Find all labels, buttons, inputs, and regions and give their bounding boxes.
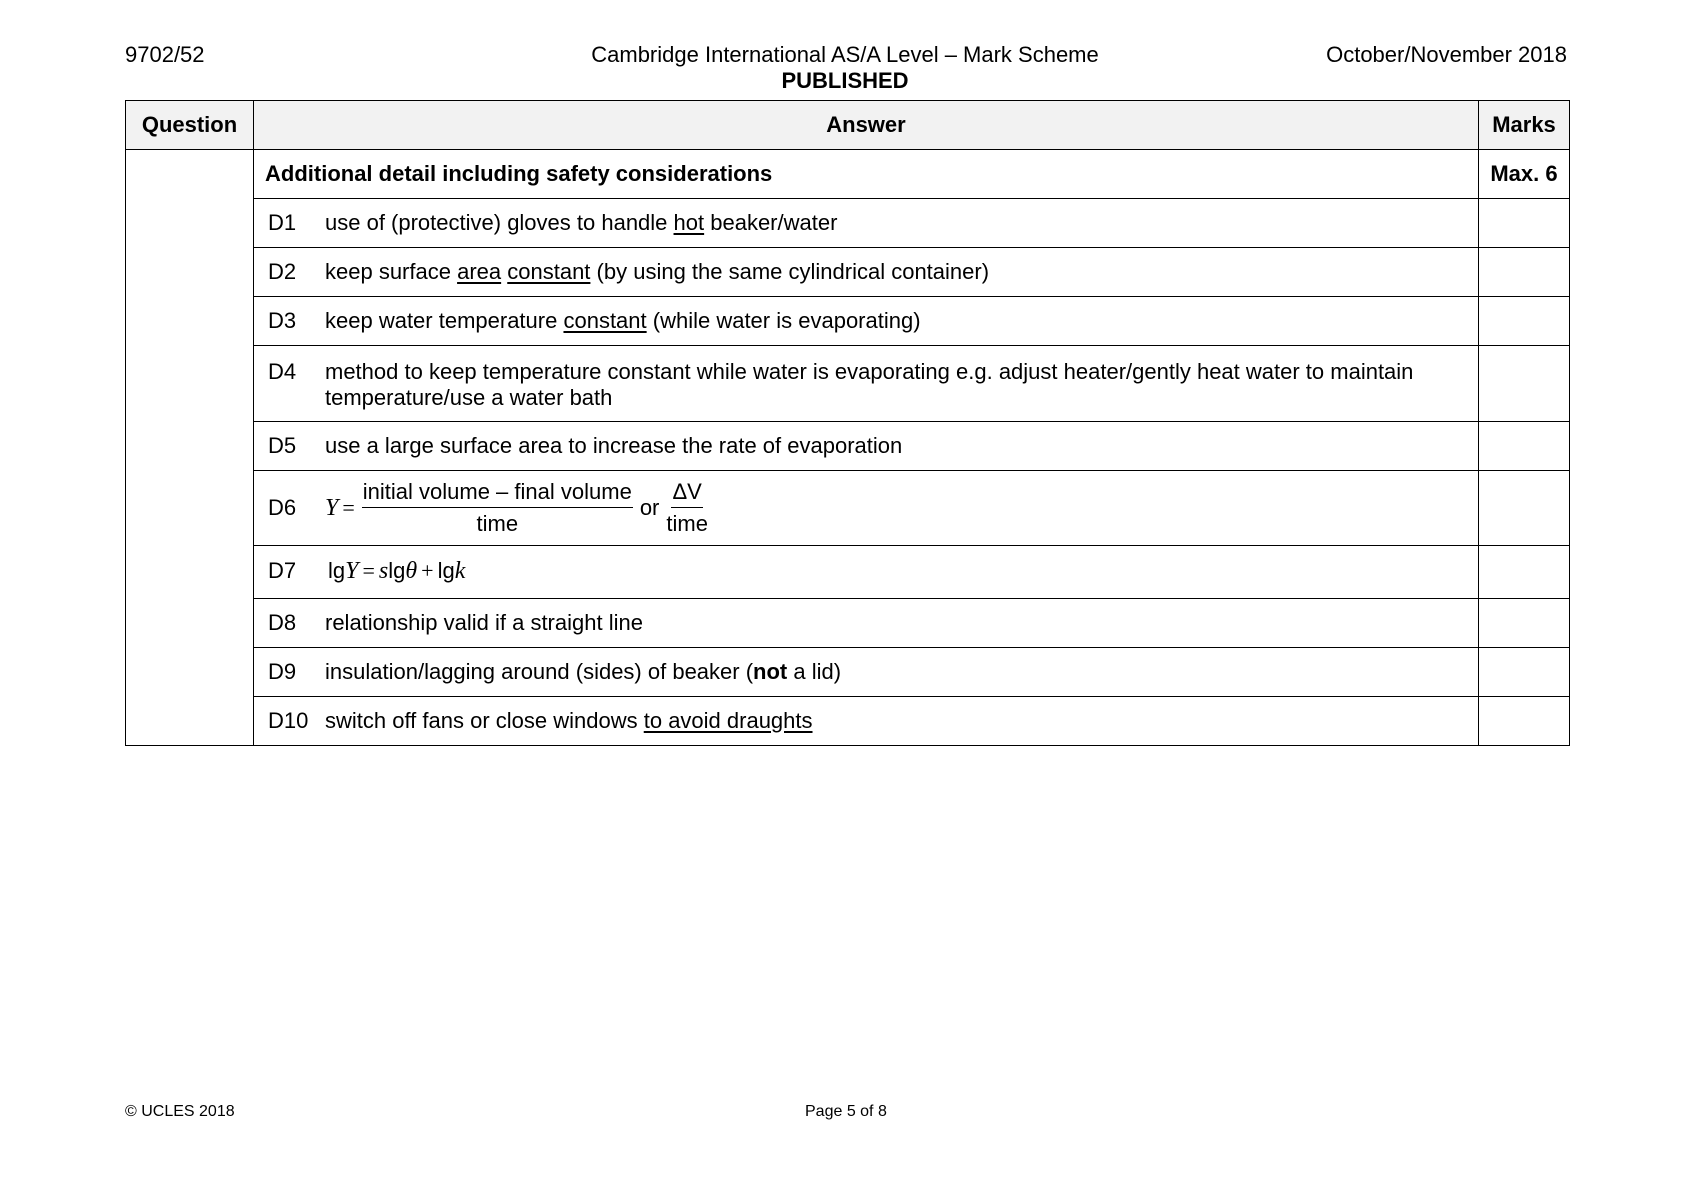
fraction-numerator: initial volume – final volume [362,479,633,508]
marks-cell [1479,648,1570,697]
answer-column-header: Answer [254,101,1479,150]
log-equation [325,558,1466,584]
fraction-numerator: ΔV [671,479,702,508]
marks-cell [1479,346,1570,422]
answer-cell [254,346,1479,422]
marks-cell [1479,199,1570,248]
marks-cell [1479,697,1570,746]
variable-theta: θ [405,558,418,584]
fraction-denominator: time [666,511,708,536]
paper-code: 9702/52 [125,42,205,67]
table-row [126,199,1570,248]
answer-cell [254,546,1479,599]
point-text: use of (protective) gloves to handle hot beaker/water [325,210,838,235]
point-label: D8 [268,610,297,635]
equation-lhs: Y [325,495,339,521]
fraction-denominator: time [476,511,519,536]
delta-v-fraction [666,479,708,537]
table-row [126,599,1570,648]
lg-operator: lg [328,558,346,583]
marks-cell [1479,599,1570,648]
point-text: keep surface area constant (by using the same cylindrical container) [325,259,990,284]
section-row [126,150,1570,199]
equals-sign: = [342,495,355,520]
mark-scheme-table [125,100,1570,746]
table-row [126,697,1570,746]
question-cell [126,150,254,746]
section-marks: Max. 6 [1479,150,1570,199]
answer-cell [254,697,1479,746]
marks-cell [1479,546,1570,599]
point-label: D1 [268,210,297,235]
answer-cell [254,648,1479,697]
table-row [126,297,1570,346]
table-row [126,471,1570,546]
copyright-notice: © UCLES 2018 [125,1103,235,1120]
point-label: D9 [268,659,297,684]
marks-cell [1479,422,1570,471]
rate-equation [325,479,1466,537]
title-text: Cambridge International AS/A Level – Mark Scheme [591,42,1099,67]
table-header-row [126,101,1570,150]
point-text: keep water temperature constant (while water is evaporating) [325,308,921,333]
question-column-header: Question [126,101,254,150]
marks-cell [1479,471,1570,546]
volume-fraction [362,479,633,537]
variable-y: Y [345,558,359,584]
marks-cell [1479,248,1570,297]
answer-cell [254,297,1479,346]
table-row [126,346,1570,422]
or-word: or [639,495,660,520]
section-title: Additional detail including safety considerations [254,150,1479,199]
equals-sign: = [362,558,375,583]
published-label: PUBLISHED [781,68,909,93]
point-label: D5 [268,433,297,458]
point-label: D4 [268,359,297,384]
variable-s: s [378,558,389,584]
point-text: method to keep temperature constant while water is evaporating e.g. adjust heater/gently heat water to maintain temperature/use a water bath [325,359,1414,410]
point-text: relationship valid if a straight line [325,610,643,635]
answer-cell [254,422,1479,471]
answer-cell [254,199,1479,248]
point-label: D10 [268,708,309,733]
point-label: D7 [268,558,297,583]
answer-cell [254,471,1479,546]
point-text: switch off fans or close windows to avoid draughts [325,708,813,733]
table-row [126,422,1570,471]
point-text: insulation/lagging around (sides) of beaker (not a lid) [325,659,842,684]
marks-cell [1479,297,1570,346]
table-row [126,546,1570,599]
marks-column-header: Marks [1479,101,1570,150]
page-number: Page 5 of 8 [805,1103,887,1120]
answer-cell [254,248,1479,297]
plus-sign: + [421,558,434,583]
point-label: D2 [268,259,297,284]
lg-operator: lg [437,558,455,583]
point-label: D3 [268,308,297,333]
table-row [126,648,1570,697]
table-row [126,248,1570,297]
point-text: use a large surface area to increase the rate of evaporation [325,433,903,458]
answer-cell [254,599,1479,648]
exam-session: October/November 2018 [1326,42,1567,67]
variable-k: k [454,558,466,584]
point-label: D6 [268,495,297,520]
lg-operator: lg [388,558,406,583]
